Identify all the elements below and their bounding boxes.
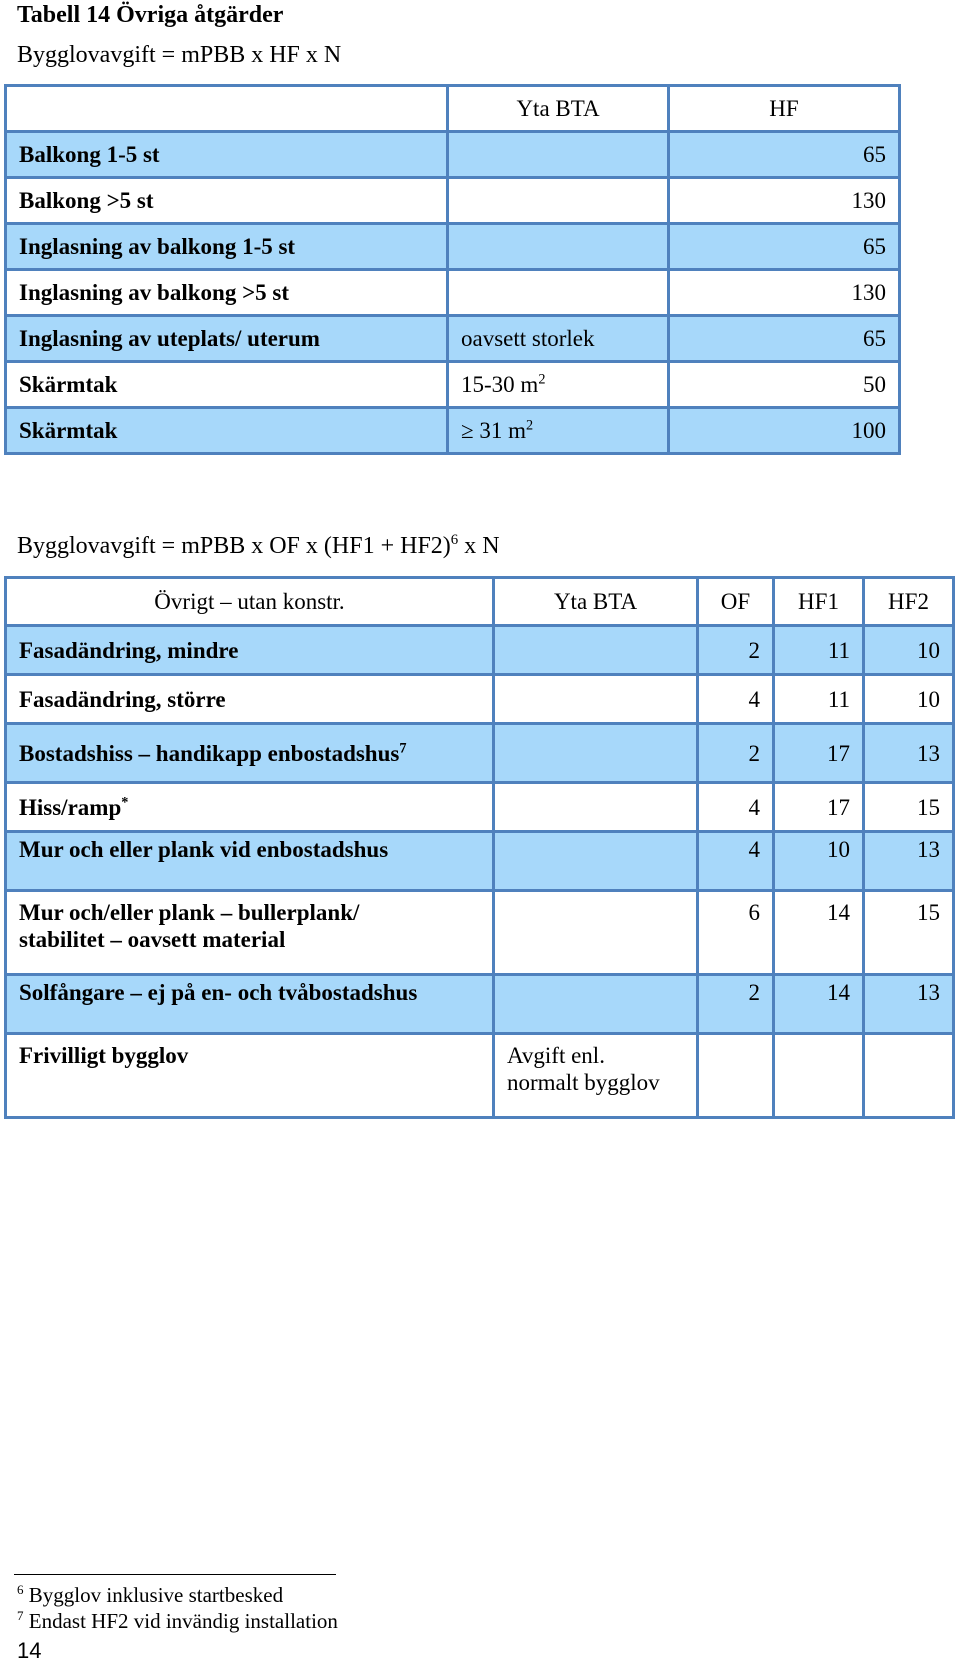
table-row <box>6 626 954 675</box>
table-row <box>6 270 900 316</box>
table-row <box>6 675 954 724</box>
hf1-cell: 14 <box>774 891 864 975</box>
hf-cell: 65 <box>669 316 900 362</box>
fee-table-of <box>4 576 955 1119</box>
of-cell <box>698 1034 774 1118</box>
row-label: Skärmtak <box>6 408 448 454</box>
footnote: $^6$ Bygglov inklusive startbesked <box>17 1582 284 1607</box>
formula-hf: Bygglovavgift = mPBB x HF x N <box>17 42 342 68</box>
area-cell: 15-30 $m^2$ <box>448 362 669 408</box>
table-title: Tabell 14 Övriga åtgärder <box>17 2 284 28</box>
area-cell <box>448 132 669 178</box>
hf-cell: 130 <box>669 270 900 316</box>
table-row <box>6 408 900 454</box>
area-cell <box>448 270 669 316</box>
of-cell: 4 <box>698 675 774 724</box>
hf2-cell: 10 <box>864 626 954 675</box>
area-cell <box>494 832 698 891</box>
header-cell: OF <box>698 578 774 626</box>
page-number: 14 <box>17 1638 42 1663</box>
hf2-cell <box>864 1034 954 1118</box>
table-row <box>6 975 954 1034</box>
row-label: Mur och eller plank vid enbostadshus <box>6 832 494 891</box>
row-label: Skärmtak <box>6 362 448 408</box>
header-cell: HF <box>669 86 900 132</box>
table-header-row <box>6 578 954 626</box>
area-cell <box>494 724 698 783</box>
table-row <box>6 316 900 362</box>
header-cell <box>6 86 448 132</box>
area-cell <box>494 675 698 724</box>
hf2-cell: 15 <box>864 783 954 832</box>
table-row <box>6 1034 954 1118</box>
row-label: Inglasning av balkong 1-5 st <box>6 224 448 270</box>
header-cell: HF1 <box>774 578 864 626</box>
hf1-cell: 11 <box>774 626 864 675</box>
hf2-cell: 15 <box>864 891 954 975</box>
of-cell: 2 <box>698 724 774 783</box>
area-cell: Avgift enl. normalt bygglov <box>494 1034 698 1118</box>
hf2-cell: 13 <box>864 975 954 1034</box>
hf-cell: 100 <box>669 408 900 454</box>
hf2-cell: 13 <box>864 832 954 891</box>
hf2-cell: 10 <box>864 675 954 724</box>
table-row <box>6 832 954 891</box>
area-cell <box>494 626 698 675</box>
header-cell: Yta BTA <box>448 86 669 132</box>
footnote: $^7$ Endast HF2 vid invändig installation <box>17 1608 338 1633</box>
of-cell: 4 <box>698 783 774 832</box>
of-cell: 6 <box>698 891 774 975</box>
of-cell: 2 <box>698 626 774 675</box>
fee-table-hf <box>4 84 901 455</box>
row-label: Balkong >5 st <box>6 178 448 224</box>
header-cell: HF2 <box>864 578 954 626</box>
row-label: Mur och/eller plank – bullerplank/ stabilitet – oavsett material <box>6 891 494 975</box>
area-cell <box>494 891 698 975</box>
header-cell: Övrigt – utan konstr. <box>6 578 494 626</box>
row-label: Frivilligt bygglov <box>6 1034 494 1118</box>
table-row <box>6 724 954 783</box>
hf1-cell: 10 <box>774 832 864 891</box>
row-label: Bostadshiss – handikapp enbostadshus$^7$ <box>6 724 494 783</box>
area-cell <box>494 783 698 832</box>
hf-cell: 65 <box>669 132 900 178</box>
hf-cell: 65 <box>669 224 900 270</box>
formula-of-hf: Bygglovavgift = mPBB x OF x $(HF1 + HF2)^6$ x N <box>17 532 500 559</box>
table-row <box>6 178 900 224</box>
area-cell <box>448 224 669 270</box>
table-row <box>6 783 954 832</box>
hf-cell: 130 <box>669 178 900 224</box>
hf1-cell: 17 <box>774 783 864 832</box>
row-label: Fasadändring, större <box>6 675 494 724</box>
row-label: Hiss/ramp* <box>6 783 494 832</box>
table-row <box>6 132 900 178</box>
row-label: Solfångare – ej på en- och tvåbostadshus <box>6 975 494 1034</box>
of-cell: 2 <box>698 975 774 1034</box>
area-cell: oavsett storlek <box>448 316 669 362</box>
hf1-cell: 14 <box>774 975 864 1034</box>
table-header-row <box>6 86 900 132</box>
row-label: Balkong 1-5 st <box>6 132 448 178</box>
footnote-separator <box>14 1574 336 1575</box>
table-row <box>6 224 900 270</box>
hf2-cell: 13 <box>864 724 954 783</box>
table-row <box>6 362 900 408</box>
row-label: Inglasning av uteplats/ uterum <box>6 316 448 362</box>
hf1-cell: 17 <box>774 724 864 783</box>
hf1-cell: 11 <box>774 675 864 724</box>
row-label: Fasadändring, mindre <box>6 626 494 675</box>
header-cell: Yta BTA <box>494 578 698 626</box>
of-cell: 4 <box>698 832 774 891</box>
table-row <box>6 891 954 975</box>
area-cell <box>448 178 669 224</box>
area-cell <box>494 975 698 1034</box>
row-label: Inglasning av balkong >5 st <box>6 270 448 316</box>
hf1-cell <box>774 1034 864 1118</box>
hf-cell: 50 <box>669 362 900 408</box>
area-cell: ≥ 31 $m^2$ <box>448 408 669 454</box>
